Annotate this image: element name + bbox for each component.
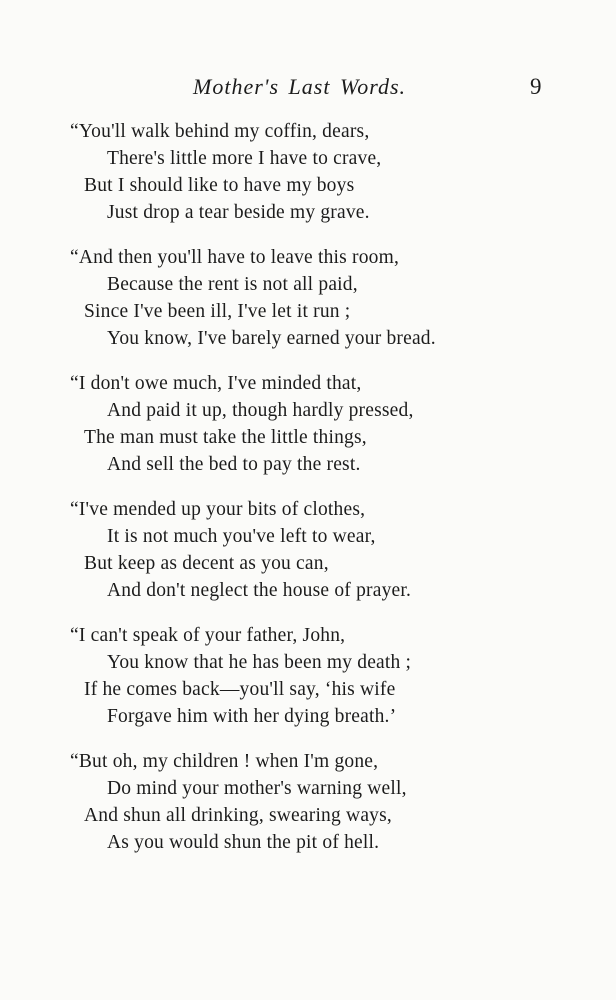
poem-line: Forgave him with her dying breath.’ — [107, 706, 397, 727]
stanza — [0, 496, 616, 604]
poem-line: There's little more I have to crave, — [107, 148, 382, 169]
stanza — [0, 244, 616, 352]
running-head — [0, 74, 616, 104]
stanza — [0, 748, 616, 856]
poem-line: “And then you'll have to leave this room, — [70, 247, 400, 268]
poem-line: If he comes back—you'll say, ‘his wife — [84, 679, 396, 700]
poem-line: “I don't owe much, I've minded that, — [70, 373, 362, 394]
poem-line: “You'll walk behind my coffin, dears, — [70, 121, 370, 142]
stanza — [0, 622, 616, 730]
poem-line: It is not much you've left to wear, — [107, 526, 376, 547]
running-head-title: Mother's Last Words. — [193, 74, 407, 99]
poem-line: But keep as decent as you can, — [84, 553, 329, 574]
poem-line: “I can't speak of your father, John, — [70, 625, 346, 646]
poem-line: “I've mended up your bits of clothes, — [70, 499, 366, 520]
poem-line: The man must take the little things, — [84, 427, 367, 448]
poem-line: And shun all drinking, swearing ways, — [84, 805, 392, 826]
poem-line: Just drop a tear beside my grave. — [107, 202, 370, 223]
poem-line: Because the rent is not all paid, — [107, 274, 358, 295]
poem-line: Since I've been ill, I've let it run ; — [84, 301, 351, 322]
poem-line: You know, I've barely earned your bread. — [107, 328, 436, 349]
poem-line: And sell the bed to pay the rest. — [107, 454, 361, 475]
stanza — [0, 370, 616, 478]
poem-line: Do mind your mother's warning well, — [107, 778, 407, 799]
poem-line: And paid it up, though hardly pressed, — [107, 400, 414, 421]
page-number: 9 — [530, 74, 542, 99]
poem-line: You know that he has been my death ; — [107, 652, 412, 673]
poem-line: And don't neglect the house of prayer. — [107, 580, 412, 601]
stanza — [0, 118, 616, 226]
poem-line: “But oh, my children ! when I'm gone, — [70, 751, 379, 772]
poem-line: But I should like to have my boys — [84, 175, 355, 196]
poem-line: As you would shun the pit of hell. — [107, 832, 380, 853]
poem-body — [0, 118, 616, 874]
